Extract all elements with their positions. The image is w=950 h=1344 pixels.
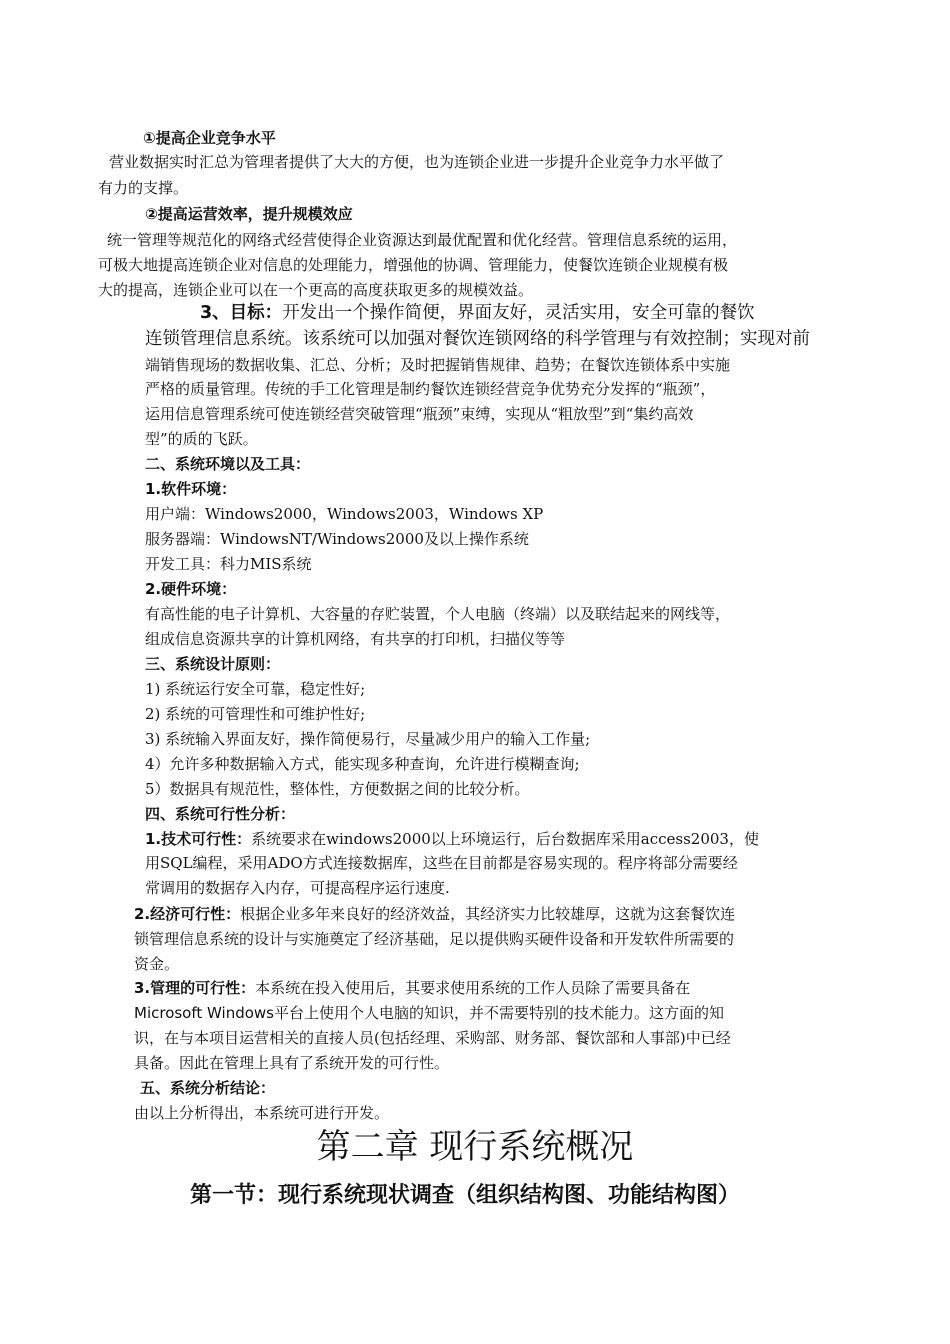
goal-line-1 [200,301,755,325]
tech-line: 用SQL编程，采用ADO方式连接数据库，这些在目前都是容易实现的。程序将部分需要经 [145,854,738,872]
dev-tool: 开发工具：科力MIS系统 [145,555,312,573]
econ-line-1 [134,902,735,926]
goal-line: 端销售现场的数据收集、汇总、分析；及时把握销售规律、趋势；在餐饮连锁体系中实施 [145,356,731,374]
principle-item: 1) 系统运行安全可靠，稳定性好; [145,680,366,698]
paragraph-line: 统一管理等规范化的网络式经营使得企业资源达到最优配置和优化经营。管理信息系统的运用， [107,231,738,249]
tech-line-1 [145,827,759,851]
heading-hardware: 2.硬件环境： [145,580,237,598]
hardware-line: 组成信息资源共享的计算机网络，有共享的打印机，扫描仪等等 [145,630,566,648]
econ-text: 根据企业多年来良好的经济效益，其经济实力比较雄厚，这就为这套餐饮连 [240,905,736,923]
heading-feasibility: 四、系统可行性分析： [145,805,296,823]
heading-competitiveness: ①提高企业竞争水平 [143,129,276,147]
goal-line: 严格的质量管理。传统的手工化管理是制约餐饮连锁经营竞争优势充分发挥的“瓶颈”， [145,380,716,398]
conclusion-text: 由以上分析得出，本系统可进行开发。 [134,1104,390,1122]
tech-text: 系统要求在windows2000以上环境运行，后台数据库采用access2003，使 [251,830,759,848]
mgmt-label: 3.管理的可行性： [134,979,256,997]
heading-efficiency: ②提高运营效率，提升规模效应 [145,205,353,223]
principle-item: 3) 系统输入界面友好，操作简便易行，尽量减少用户的输入工作量; [145,730,591,748]
econ-label: 2.经济可行性： [134,905,241,923]
goal-line: 连锁管理信息系统。该系统可以加强对餐饮连锁网络的科学管理与有效控制；实现对前 [145,329,810,349]
tech-line: 常调用的数据存入内存，可提高程序运行速度. [145,879,450,897]
mgmt-line: 具备。因此在管理上具有了系统开发的可行性。 [134,1054,450,1072]
goal-line: 型”的质的飞跃。 [145,430,258,448]
goal-label: 3、目标： [200,303,283,323]
paragraph-line: 有力的支撑。 [98,179,189,197]
heading-software: 1.软件环境： [145,480,237,498]
client-env: 用户端：Windows2000，Windows2003，Windows XP [145,505,544,523]
paragraph-line: 营业数据实时汇总为管理者提供了大大的方便，也为连锁企业进一步提升企业竞争力水平做了 [109,153,725,171]
hardware-line: 有高性能的电子计算机、大容量的存贮装置，个人电脑（终端）以及联结起来的网线等， [145,605,731,623]
tech-label: 1.技术可行性： [145,830,252,848]
heading-principles: 三、系统设计原则： [145,655,281,673]
econ-line: 锁管理信息系统的设计与实施奠定了经济基础，足以提供购买硬件设备和开发软件所需要的 [134,930,735,948]
heading-environment: 二、系统环境以及工具： [145,455,311,473]
principle-item: 4）允许多种数据输入方式，能实现多种查询，允许进行模糊查询; [145,755,580,773]
goal-text: 开发出一个操作简便，界面友好，灵活实用，安全可靠的餐饮 [282,303,755,323]
goal-line: 运用信息管理系统可使连锁经营突破管理“瓶颈”束缚，实现从“粗放型”到“集约高效 [145,405,694,423]
mgmt-text: 本系统在投入使用后，其要求使用系统的工作人员除了需要具备在 [255,979,691,997]
mgmt-line: 识，在与本项目运营相关的直接人员(包括经理、采购部、财务部、餐饮部和人事部)中已经 [134,1029,731,1047]
mgmt-line-1 [134,976,690,1000]
paragraph-line: 大的提高，连锁企业可以在一个更高的高度获取更多的规模效益。 [98,281,534,299]
chapter-title: 第二章 现行系统概况 [316,1127,634,1167]
section-title: 第一节：现行系统现状调查（组织结构图、功能结构图） [189,1183,740,1208]
mgmt-line: Microsoft Windows平台上使用个人电脑的知识，并不需要特别的技术能力。这方面的知 [134,1004,724,1022]
heading-conclusion: 五、系统分析结论： [140,1079,276,1097]
econ-line: 资金。 [134,955,180,973]
server-env: 服务器端：WindowsNT/Windows2000及以上操作系统 [145,530,529,548]
principle-item: 5）数据具有规范性，整体性，方便数据之间的比较分析。 [145,780,530,798]
paragraph-line: 可极大地提高连锁企业对信息的处理能力，增强他的协调、管理能力，使餐饮连锁企业规模有极 [98,256,729,274]
principle-item: 2) 系统的可管理性和可维护性好; [145,705,366,723]
